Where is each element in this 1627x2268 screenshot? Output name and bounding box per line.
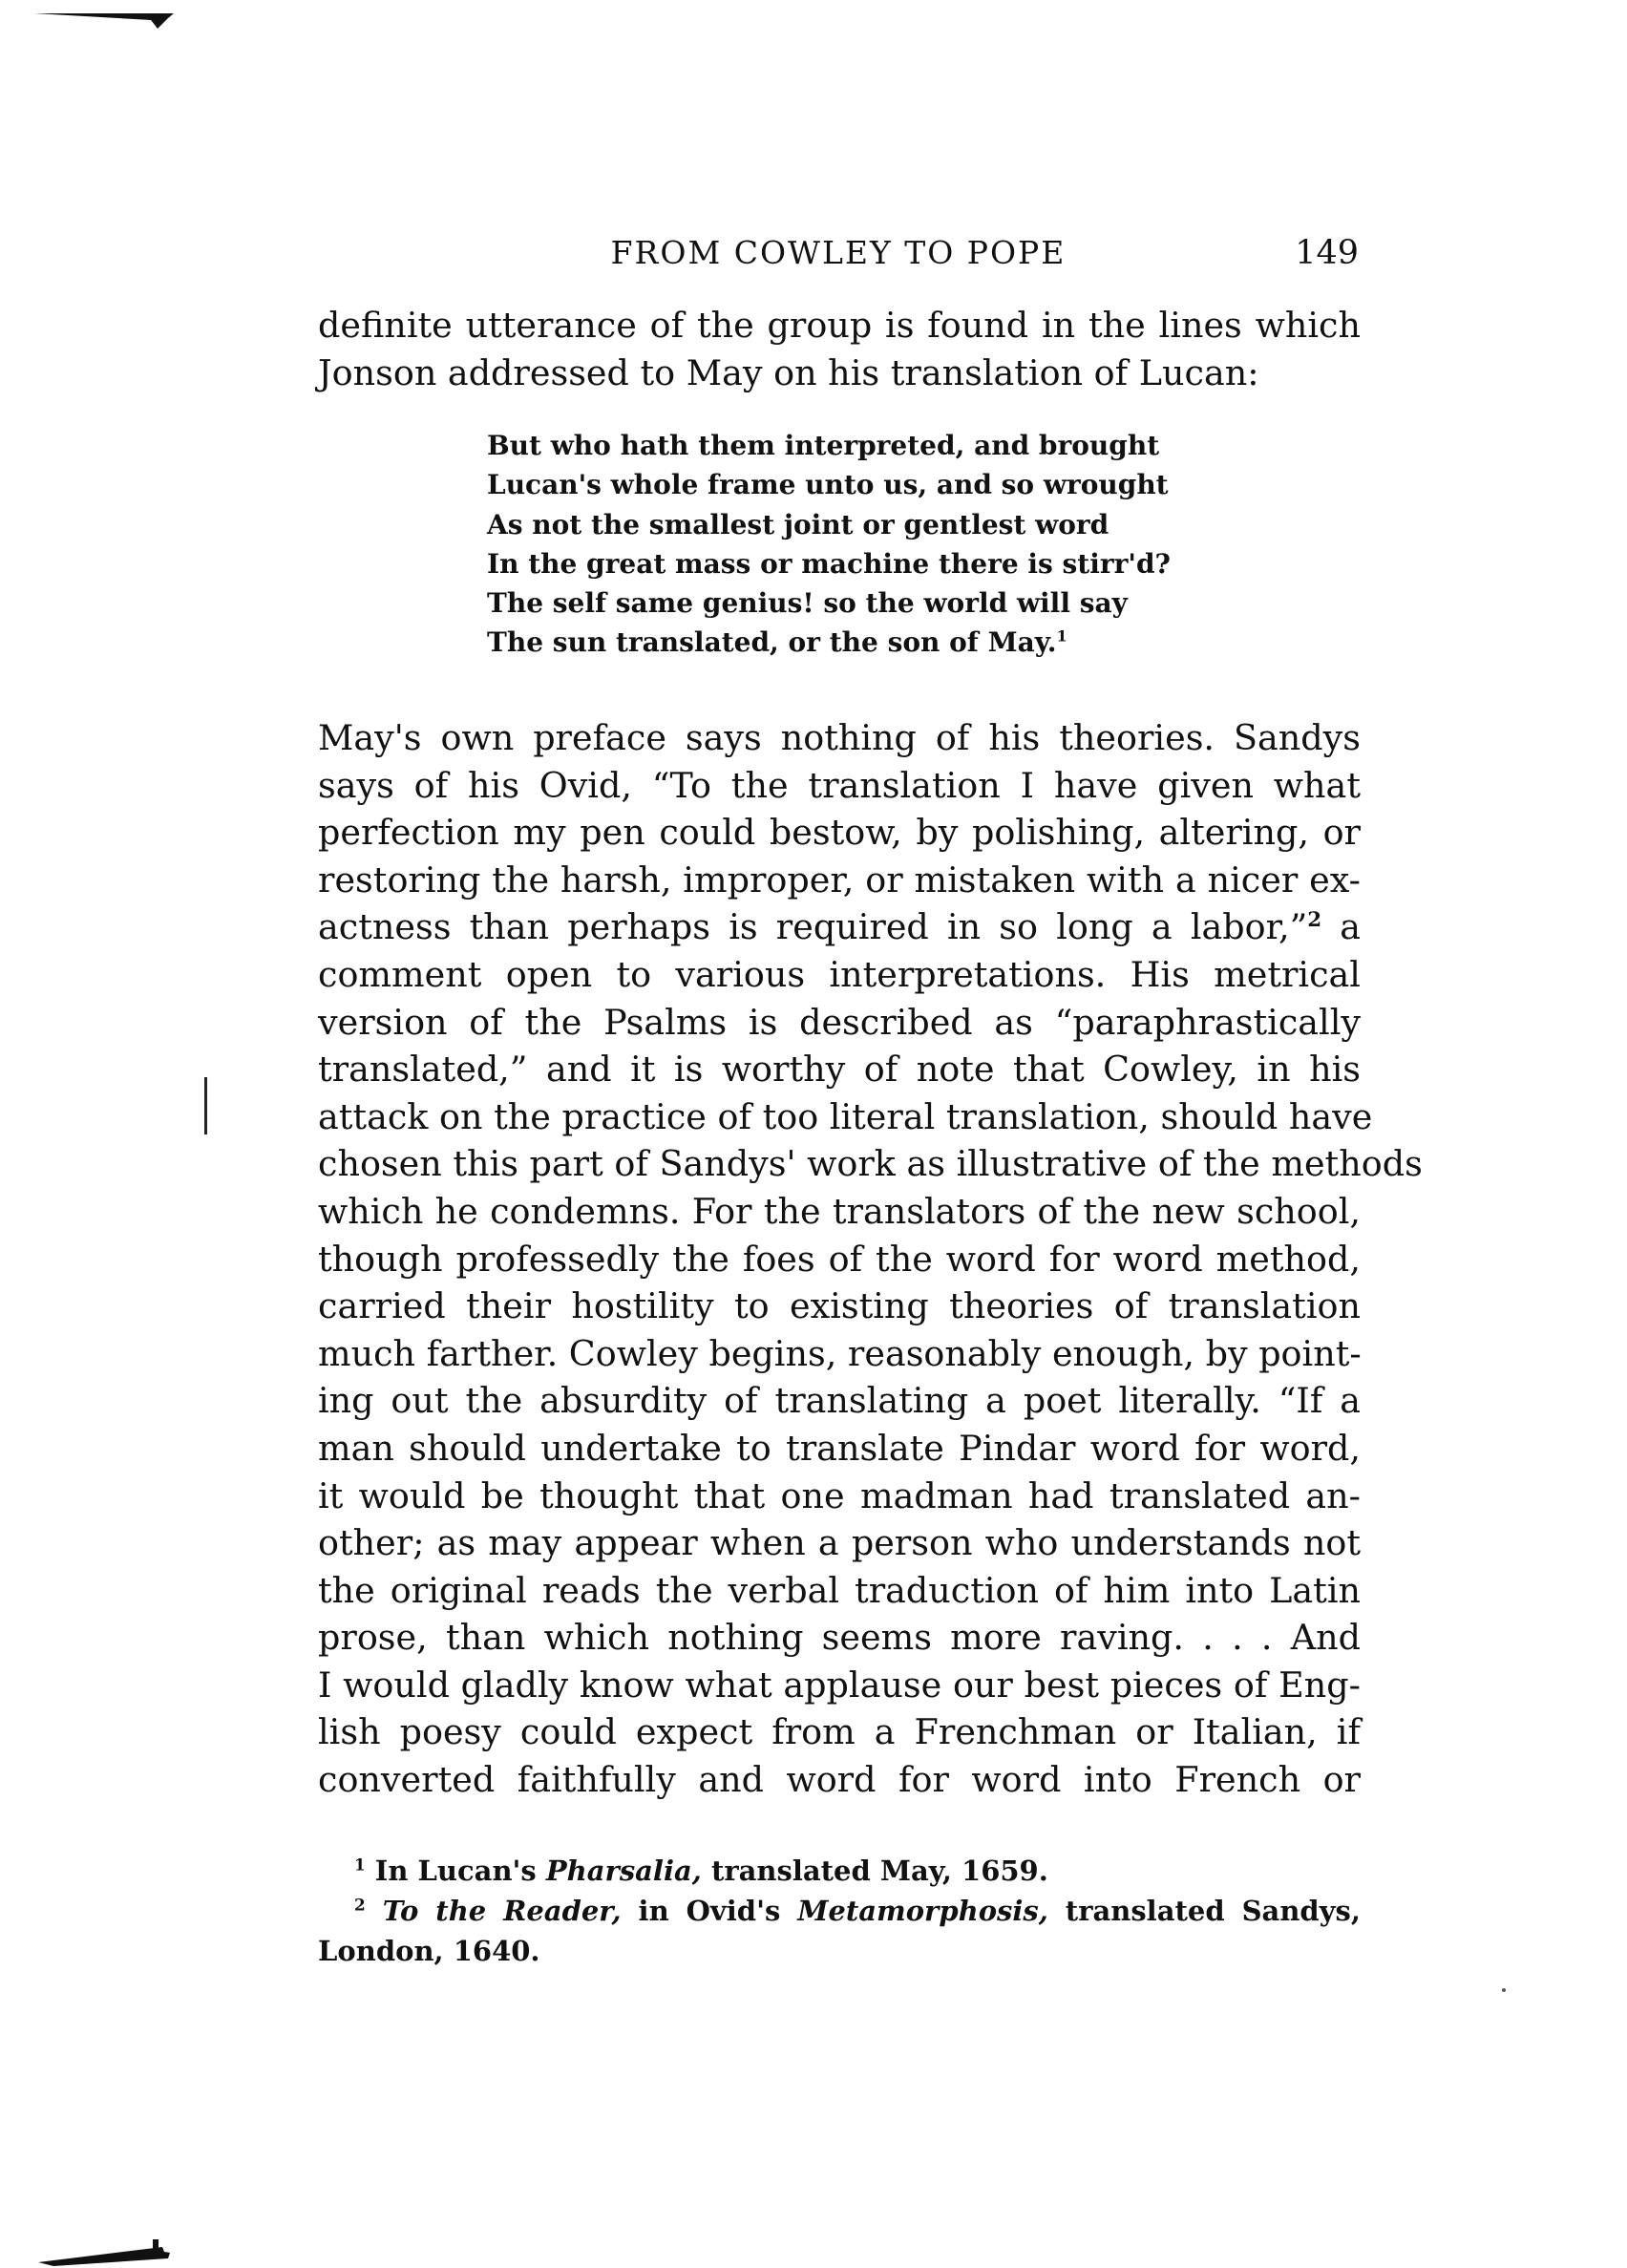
- verse-line: The self same genius! so the world will say: [487, 587, 1128, 620]
- text-line: converted faithfully and word for word into French or: [318, 1759, 1361, 1801]
- text-line-segment: a: [1321, 906, 1361, 948]
- footnote-title: To the Reader,: [382, 1895, 622, 1927]
- text-line: restoring the harsh, improper, or mistaken with a nicer ex-: [318, 858, 1361, 901]
- text-line: though professedly the foes of the word for word method,: [318, 1238, 1361, 1280]
- footnote-2-continuation: London, 1640.: [318, 1935, 540, 1967]
- text-line: translated,” and it is worthy of note that Cowley, in his: [318, 1049, 1361, 1091]
- text-line: May's own preface says nothing of his theories. Sandys: [318, 717, 1361, 758]
- text-line: lish poesy could expect from a Frenchman or Italian, if: [318, 1711, 1361, 1753]
- text-line: the original reads the verbal traduction of him into Latin: [318, 1569, 1361, 1611]
- footnote-ref: 1: [1056, 627, 1067, 646]
- footnote-title: Pharsalia,: [545, 1855, 702, 1887]
- verse-line-text: The sun translated, or the son of May.: [487, 626, 1057, 659]
- verse-line: Lucan's whole frame unto us, and so wrought: [487, 469, 1169, 501]
- margin-arrow-icon: [0, 0, 191, 38]
- footnote-text: translated Sandys,: [1047, 1895, 1361, 1927]
- body-paragraph: [318, 714, 1423, 1804]
- bottom-margin-mark-icon: [0, 2220, 191, 2268]
- text-line: I would gladly know what applause our best pieces of Eng-: [318, 1664, 1361, 1706]
- verse-quotation: [487, 426, 1171, 663]
- text-line: chosen this part of Sandys' work as illustrative of the methods: [318, 1143, 1423, 1185]
- footnote-1: [318, 1851, 1361, 1891]
- footnotes: [318, 1851, 1361, 1971]
- text-line: it would be thought that one madman had translated an-: [318, 1474, 1361, 1516]
- text-line: other; as may appear when a person who understands not: [318, 1522, 1361, 1564]
- margin-rule: [204, 1077, 207, 1134]
- verse-line-last: [487, 623, 1171, 662]
- footnote-2: [318, 1891, 1361, 1931]
- footnote-text: translated May, 1659.: [701, 1855, 1048, 1887]
- scan-speck: [1502, 1988, 1506, 1992]
- text-line: ing out the absurdity of translating a poet literally. “If a: [318, 1380, 1361, 1422]
- running-title: FROM COWLEY TO POPE: [610, 234, 1067, 271]
- text-line: much farther. Cowley begins, reasonably enough, by point-: [318, 1332, 1362, 1374]
- footnote-title: Metamorphosis,: [797, 1895, 1048, 1927]
- text-line-with-ref: [318, 903, 1361, 951]
- footnote-ref: 2: [1307, 907, 1322, 932]
- footnote-mark: 1: [354, 1855, 366, 1875]
- footnote-text: In Lucan's: [365, 1855, 546, 1887]
- text-line: comment open to various interpretations. His metrical: [318, 953, 1361, 995]
- verse-line: In the great mass or machine there is stirr'd?: [487, 547, 1171, 580]
- text-line: carried their hostility to existing theories of translation: [318, 1285, 1361, 1327]
- page-header: [318, 229, 1359, 277]
- text-line: man should undertake to translate Pindar word for word,: [318, 1427, 1361, 1469]
- page-number: 149: [1295, 234, 1359, 272]
- footnote-mark: 2: [354, 1895, 366, 1915]
- text-line: perfection my pen could bestow, by polishing, altering, or: [318, 812, 1361, 854]
- text-line: attack on the practice of too literal translation, should have: [318, 1095, 1373, 1137]
- intro-paragraph: [318, 302, 1361, 396]
- text-line: which he condemns. For the translators of the new school,: [318, 1190, 1361, 1232]
- footnote-text: in Ovid's: [621, 1895, 798, 1927]
- text-line: definite utterance of the group is found in the lines which: [318, 305, 1361, 346]
- text-line: version of the Psalms is described as “paraphrastically: [318, 1001, 1361, 1043]
- text-line: Jonson addressed to May on his translation of Lucan:: [318, 351, 1259, 393]
- verse-line: But who hath them interpreted, and brought: [487, 430, 1160, 461]
- text-line: prose, than which nothing seems more raving. . . . And: [318, 1617, 1361, 1659]
- text-line: says of his Ovid, “To the translation I have given what: [318, 764, 1361, 806]
- text-line-segment: actness than perhaps is required in so long a labor,”: [318, 906, 1308, 948]
- verse-line: As not the smallest joint or gentlest word: [487, 508, 1109, 541]
